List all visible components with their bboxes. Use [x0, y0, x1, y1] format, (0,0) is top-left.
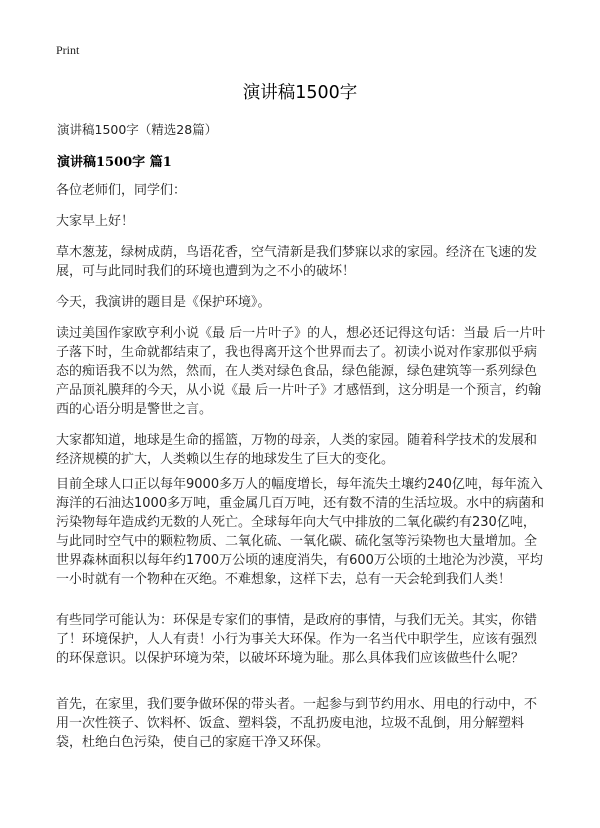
- paragraph-last-leaf: 读过美国作家欧亨利小说《最 后一片叶子》的人，想必还记得这句话：当最 后一片叶子落下时，生命就都结束了，我也得离开这个世界而去了。初读小说对作家那似乎病态的痴语我不以为然，然而，在人类对绿色食品，绿色能源，绿色建筑等一系列绿色产品顶礼膜拜的今天，从小说《最 后一片叶子》才感悟到，这分明是一个预言，约翰西的心语分明是警世之言。: [56, 326, 546, 417]
- paragraph-at-home: 首先，在家里，我们要争做环保的带头者。一起参与到节约用水、用电的行动中，不用一次性筷子、饮料杯、饭盒、塑料袋，不乱扔废电池，垃圾不乱倒，用分解塑料袋，杜绝白色污染，使自己的家庭干净又环保。: [56, 697, 538, 750]
- print-link[interactable]: Print: [56, 43, 80, 57]
- section-heading: 演讲稿1500字 篇1: [57, 155, 172, 170]
- paragraph-topic: 今天，我演讲的题目是《保护环境》。: [56, 295, 271, 310]
- paragraph-good-morning: 大家早上好！: [56, 214, 135, 229]
- paragraph-responsibility: 有些同学可能认为：环保是专家们的事情，是政府的事情，与我们无关。其实，你错了！环境保护，人人有责！小行为事关大环保。作为一名当代中职学生，应该有强烈的环保意识。以保护环境为荣，以破坏环境为耻。那么具体我们应该做些什么呢？: [56, 613, 538, 666]
- paragraph-intro: 草木葱茏，绿树成荫，鸟语花香，空气清新是我们梦寐以求的家园。经济在飞速的发展，可与此同时我们的环境也遭到为之不小的破坏！: [56, 245, 538, 279]
- paragraph-earth: 大家都知道，地球是生命的摇篮，万物的母亲，人类的家园。随着科学技术的发展和经济规模的扩大，人类赖以生存的地球发生了巨大的变化。: [56, 433, 538, 467]
- document-subtitle: 演讲稿1500字（精选28篇）: [57, 122, 218, 137]
- paragraph-greeting: 各位老师们，同学们：: [56, 183, 187, 198]
- paragraph-statistics: 目前全球人口正以每年9000多万人的幅度增长，每年流失土壤约240亿吨，每年流入海洋的石油达1000多万吨，重金属几百万吨，还有数不清的生活垃圾。水中的病菌和污染物每年造成约无数的人死亡。全球每年向大气中排放的二氧化碳约有230亿吨，与此同时空气中的颗粒物质、二氧化硫、一氧化碳、硫化氢等污染物也大量增加。全世界森林面积以每年约1700万公顷的速度消失，有600万公顷的土地沦为沙漠，平均一小时就有一个物种在灭绝。不难想象，这样下去，总有一天会轮到我们人类！: [56, 477, 545, 587]
- page-title: 演讲稿1500字: [242, 83, 358, 103]
